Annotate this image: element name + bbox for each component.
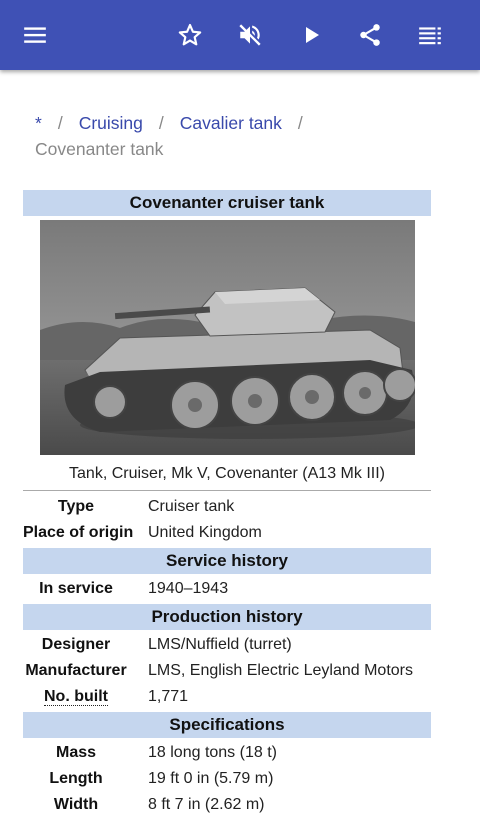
app-bar — [0, 0, 480, 70]
infobox-row-number-built — [23, 684, 431, 710]
play-button[interactable] — [287, 11, 335, 59]
row-label: Designer — [41, 636, 111, 653]
section-heading-specifications: Specifications — [23, 712, 431, 738]
breadcrumb-current: Covenanter tank — [35, 139, 164, 159]
infobox-row-manufacturer — [23, 658, 431, 684]
tank-photo[interactable] — [40, 220, 415, 455]
row-label: Manufacturer — [25, 662, 127, 679]
breadcrumb-link-cavalier-tank[interactable]: Cavalier tank — [179, 113, 282, 133]
star-outline-icon — [177, 22, 203, 48]
breadcrumb-separator: / — [57, 113, 63, 133]
infobox-row-designer — [23, 632, 431, 658]
contents-button[interactable] — [406, 11, 454, 59]
infobox-row-type — [23, 494, 431, 520]
row-value: 18 long tons (18 t) — [148, 744, 277, 761]
row-label: Mass — [55, 744, 97, 761]
share-icon — [357, 22, 383, 48]
tank-illustration — [40, 220, 415, 455]
mute-button[interactable] — [226, 11, 274, 59]
row-value: Cruiser tank — [148, 498, 235, 515]
volume-off-icon — [237, 22, 263, 48]
row-value: 8 ft 7 in (2.62 m) — [148, 796, 265, 813]
row-value: LMS/Nuffield (turret) — [148, 636, 292, 653]
menu-button[interactable] — [11, 11, 59, 59]
row-label: Type — [57, 498, 95, 515]
infobox-title: Covenanter cruiser tank — [23, 190, 431, 216]
row-label: Width — [53, 796, 99, 813]
breadcrumb-link-root[interactable]: * — [35, 113, 42, 133]
row-label: In service — [39, 580, 113, 597]
section-heading-service-history: Service history — [23, 548, 431, 574]
breadcrumb — [35, 110, 455, 162]
breadcrumb-link-cruising[interactable]: Cruising — [78, 113, 143, 133]
row-value: 1940–1943 — [148, 580, 229, 597]
row-label: Place of origin — [23, 524, 134, 541]
favorite-button[interactable] — [166, 11, 214, 59]
share-button[interactable] — [346, 11, 394, 59]
playlist-icon — [417, 22, 443, 48]
infobox-row-place-of-origin — [23, 520, 431, 546]
breadcrumb-separator: / — [297, 113, 303, 133]
play-icon — [299, 23, 323, 47]
row-label[interactable]: No. built — [44, 688, 108, 705]
row-label-wrap — [23, 684, 129, 710]
infobox — [23, 190, 431, 818]
section-heading-production-history: Production history — [23, 604, 431, 630]
row-value: 1,771 — [148, 688, 189, 705]
image-caption: Tank, Cruiser, Mk V, Covenanter (A13 Mk III) — [23, 462, 431, 491]
row-value: United Kingdom — [148, 524, 262, 541]
row-label: Length — [49, 770, 103, 787]
hamburger-menu-icon — [22, 22, 48, 48]
row-value: 19 ft 0 in (5.79 m) — [148, 770, 274, 787]
breadcrumb-separator: / — [158, 113, 164, 133]
row-value: LMS, English Electric Leyland Motors — [148, 662, 413, 679]
infobox-row-in-service — [23, 576, 431, 602]
infobox-row-length — [23, 766, 431, 792]
infobox-row-width — [23, 792, 431, 818]
infobox-row-mass — [23, 740, 431, 766]
